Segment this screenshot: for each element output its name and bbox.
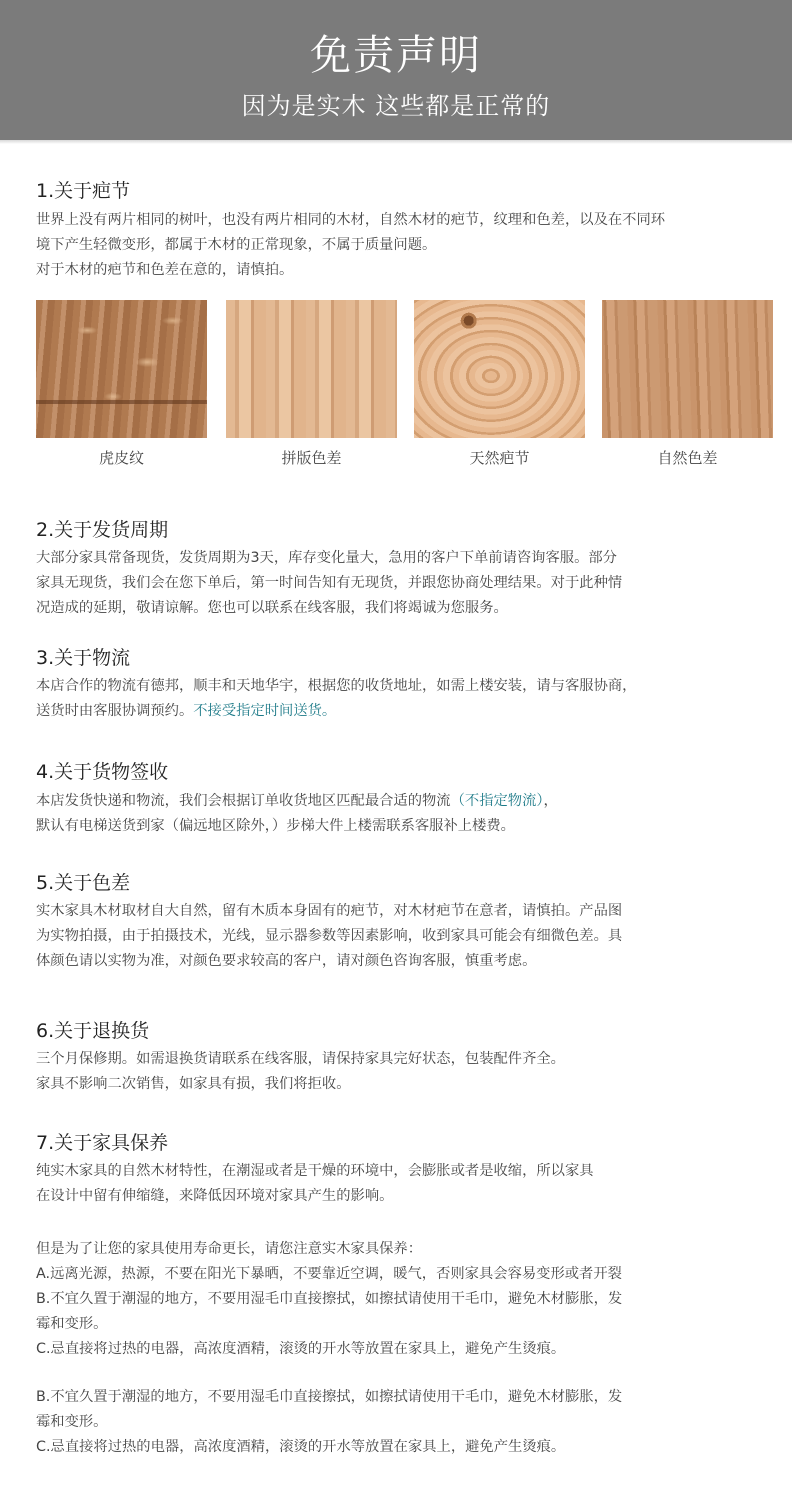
page-title: 免责声明 [310,31,482,79]
text-line: 本店发货快递和物流，我们会根据订单收货地区匹配最合适的物流（不指定物流）， [36,793,558,809]
section-text-returns [36,1047,776,1097]
section-title-returns: 6.关于退换货 [36,1020,150,1042]
wood-sample-tiger-grain [36,300,207,438]
text-line: 大部分家具常备现货，发货周期为3天，库存变化量大，急用的客户下单前请咨询客服。部分 [36,550,617,566]
section-title-receipt: 4.关于货物签收 [36,761,169,783]
section-text-knots [36,208,776,283]
text-line: 默认有电梯送货到家（偏远地区除外，）步梯大件上楼需联系客服补上楼费。 [36,818,515,834]
text-line: 家具不影响二次销售，如家具有损，我们将拒收。 [36,1076,351,1092]
sample-caption: 拼版色差 [281,449,342,467]
section-title-logistics: 3.关于物流 [36,647,131,669]
disclaimer-header [0,0,792,140]
text-line: B.不宜久置于潮湿的地方，不要用湿毛巾直接擦拭，如擦拭请使用干毛巾，避免木材膨胀，发 [36,1291,623,1307]
section-title-color-diff: 5.关于色差 [36,872,131,894]
text-line: C.忌直接将过热的电器，高浓度酒精，滚烫的开水等放置在家具上，避免产生烫痕。 [36,1439,566,1455]
text-line: 在设计中留有伸缩缝，来降低因环境对家具产生的影响。 [36,1188,394,1204]
wood-sample-natural-knot [414,300,585,438]
highlight-text: （不指定物流） [450,793,544,809]
section-title-care: 7.关于家具保养 [36,1132,169,1154]
text-line: 世界上没有两片相同的树叶，也没有两片相同的木材，自然木材的疤节，纹理和色差，以及在不同环 [36,212,666,228]
wood-sample-natural-color-diff [602,300,773,438]
care-instructions-repeat [36,1385,776,1460]
text-line: 境下产生轻微变形，都属于木材的正常现象，不属于质量问题。 [36,237,437,253]
section-text-care [36,1159,776,1209]
sample-caption: 自然色差 [657,449,718,467]
header-divider [0,140,792,144]
page-subtitle: 因为是实木 这些都是正常的 [241,92,551,120]
text-line: 实木家具木材取材自大自然，留有木质本身固有的疤节，对木材疤节在意者，请慎拍。产品图 [36,903,623,919]
text-line: A.远离光源，热源，不要在阳光下暴晒，不要靠近空调，暖气，否则家具会容易变形或者开裂 [36,1266,622,1282]
text-line: 霉和变形。 [36,1316,108,1332]
text-line: 对于木材的疤节和色差在意的，请慎拍。 [36,262,294,278]
text-line: 送货时由客服协调预约。不接受指定时间送货。 [36,703,337,719]
text-line: 霉和变形。 [36,1414,108,1430]
section-text-color-diff [36,899,776,974]
text-line: B.不宜久置于潮湿的地方，不要用湿毛巾直接擦拭，如擦拭请使用干毛巾，避免木材膨胀，发 [36,1389,623,1405]
text-line: 纯实木家具的自然木材特性，在潮湿或者是干燥的环境中，会膨胀或者是收缩，所以家具 [36,1163,594,1179]
text-line: 况造成的延期，敬请谅解。您也可以联系在线客服，我们将竭诚为您服务。 [36,600,508,616]
section-text-logistics [36,674,776,724]
wood-sample-panel-color-diff [226,300,397,438]
text-line: 本店合作的物流有德邦，顺丰和天地华宇，根据您的收货地址，如需上楼安装，请与客服协商， [36,678,637,694]
highlight-text: 不接受指定时间送货。 [193,703,337,719]
section-text-shipping [36,546,776,621]
text-line: 家具无现货，我们会在您下单后，第一时间告知有无现货，并跟您协商处理结果。对于此种情 [36,575,623,591]
text-line: C.忌直接将过热的电器，高浓度酒精，滚烫的开水等放置在家具上，避免产生烫痕。 [36,1341,566,1357]
section-text-receipt [36,789,776,839]
sample-caption: 虎皮纹 [98,449,144,467]
text-line: 体颜色请以实物为准，对颜色要求较高的客户，请对颜色咨询客服，慎重考虑。 [36,953,537,969]
care-instructions [36,1237,776,1362]
text-line: 但是为了让您的家具使用寿命更长，请您注意实木家具保养： [36,1241,423,1257]
text-line: 三个月保修期。如需退换货请联系在线客服，请保持家具完好状态，包装配件齐全。 [36,1051,565,1067]
section-title-shipping: 2.关于发货周期 [36,519,169,541]
sample-caption: 天然疤节 [469,449,530,467]
section-title-knots: 1.关于疤节 [36,180,131,202]
text-line: 为实物拍摄，由于拍摄技术，光线，显示器参数等因素影响，收到家具可能会有细微色差。具 [36,928,623,944]
